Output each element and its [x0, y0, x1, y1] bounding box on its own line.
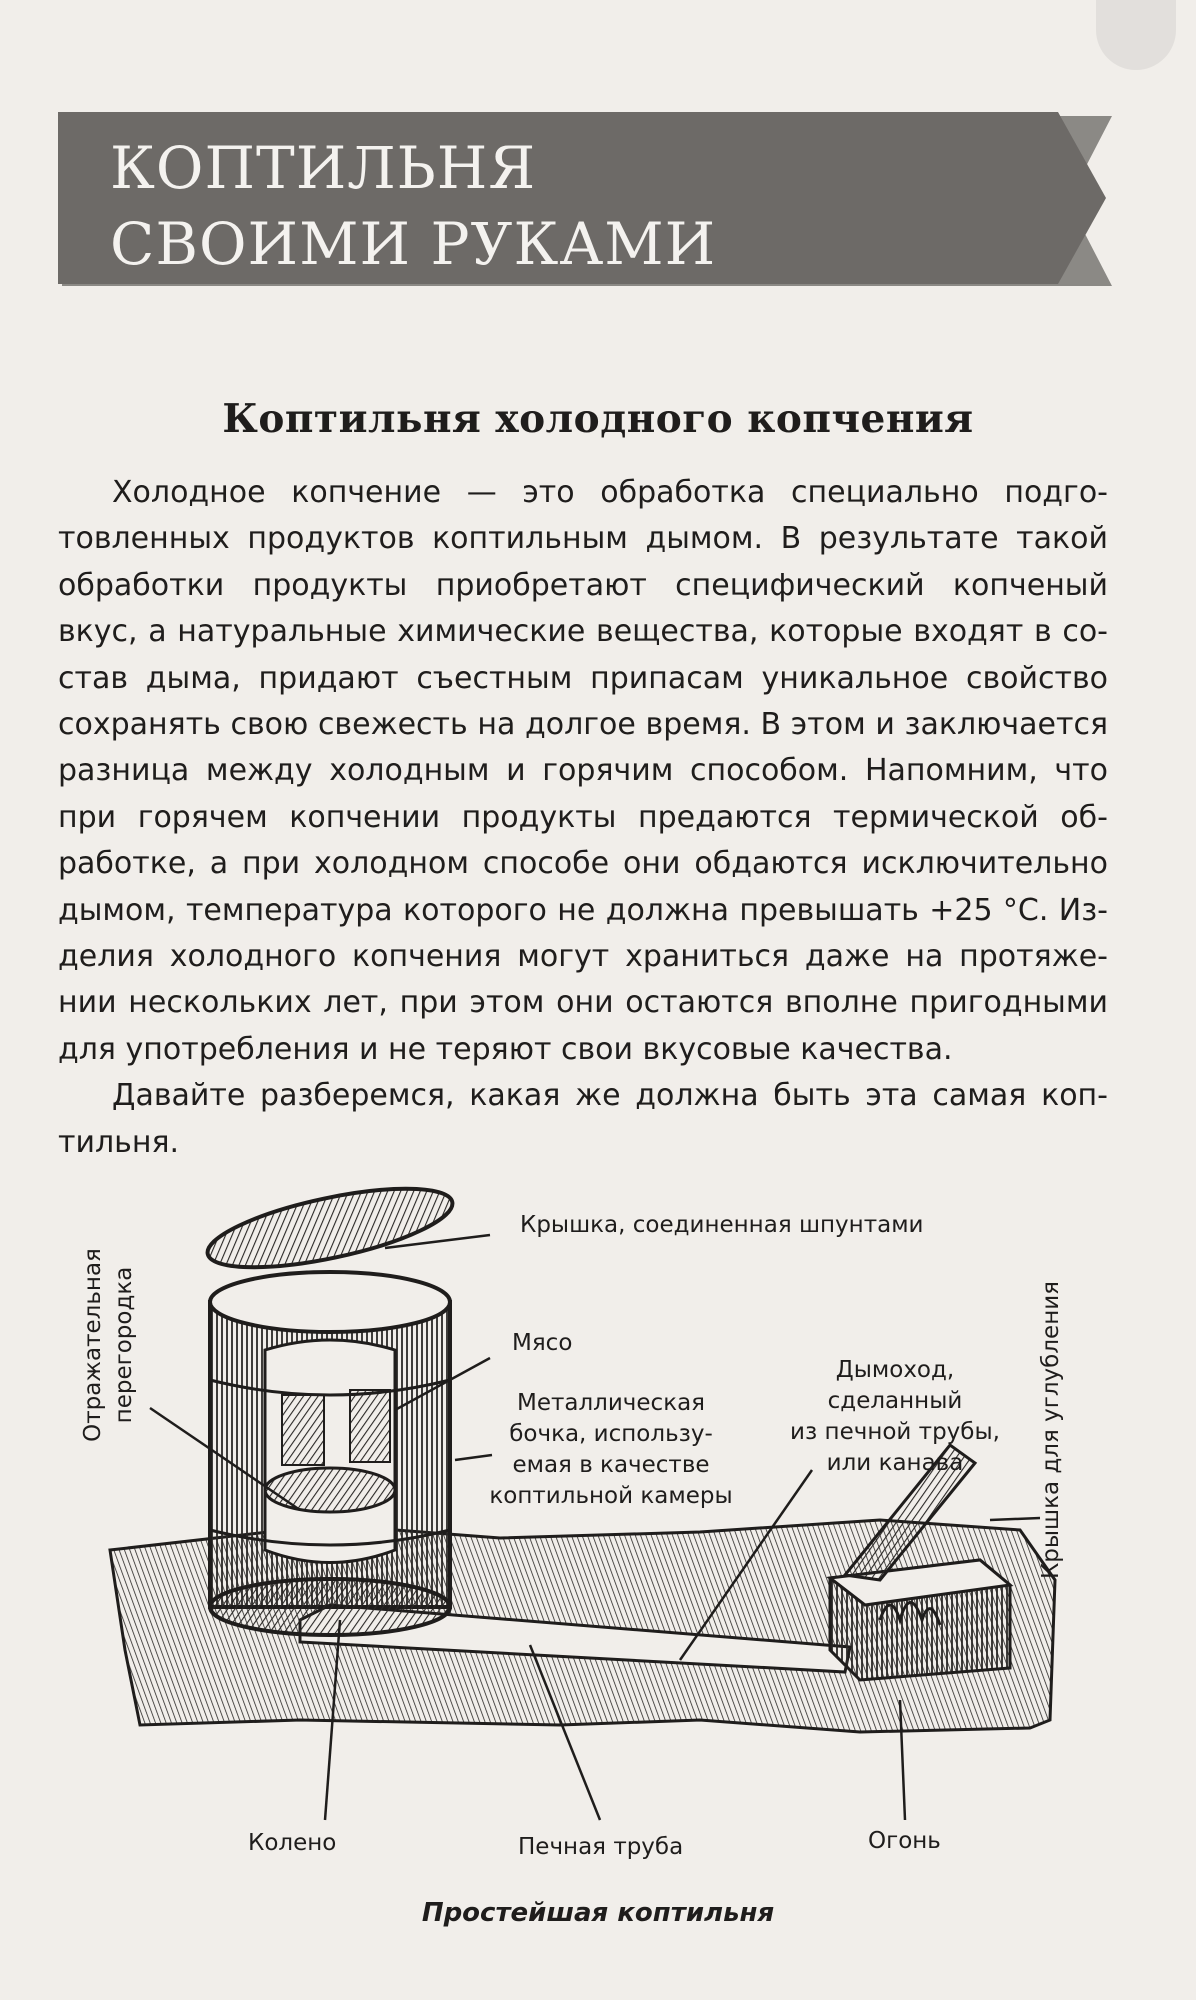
- smokehouse-illustration: [0, 1180, 1196, 1960]
- section-heading: Коптильня холодного копчения: [222, 396, 974, 442]
- text-line: вкус, а натуральные химические вещества, которые входят в со-: [58, 614, 1108, 650]
- text-line: сохранять свою свежесть на долгое время. В этом и заключается: [58, 707, 1108, 743]
- label-lid: Крышка, соединенная шпунтами: [520, 1212, 924, 1238]
- text-line: при горячем копчении продукты предаются термической об-: [58, 799, 1108, 835]
- text-line: делия холодного копчения могут храниться даже на протяже-: [58, 939, 1108, 975]
- chapter-title-banner: [58, 112, 1118, 290]
- text-line: работке, а при холодном способе они обдаются исключительно: [58, 846, 1108, 882]
- text-line: Холодное копчение — это обработка специально подго-: [112, 475, 1108, 510]
- label-fire: Огонь: [868, 1828, 941, 1854]
- corner-decoration: [1096, 0, 1176, 70]
- text-line: обработки продукты приобретают специфический копченый: [58, 567, 1108, 603]
- text-line: дымом, температура которого не должна превышать +25 °С. Из-: [58, 892, 1108, 928]
- smokehouse-drawing: [0, 1180, 1196, 1880]
- barrel: [210, 1272, 450, 1635]
- text-line: для употребления и не теряют свои вкусовые качества.: [58, 1031, 953, 1067]
- label-barrel: Металлическая бочка, использу- емая в качестве коптильной камеры: [489, 1390, 733, 1509]
- text-line: разница между холодным и горячим способом. Напомним, что: [58, 753, 1108, 789]
- article-body: [58, 470, 1108, 1166]
- text-line: тильня.: [58, 1124, 180, 1160]
- figure-caption: Простейшая коптильня: [421, 1898, 775, 1928]
- chapter-title-line2: СВОИМИ РУКАМИ: [110, 210, 717, 278]
- barrel-lid: [201, 1180, 458, 1283]
- text-line: став дыма, придают съестным припасам уникальное свойство: [58, 660, 1108, 696]
- label-meat: Мясо: [512, 1330, 573, 1356]
- chapter-title: [110, 130, 716, 282]
- chapter-title-line1: КОПТИЛЬНЯ: [110, 134, 537, 202]
- text-line: Давайте разберемся, какая же должна быть эта самая коп-: [112, 1078, 1108, 1114]
- label-chimney: Дымоход, сделанный из печной трубы, или канава: [790, 1357, 1000, 1476]
- label-reflector: Отражательная перегородка: [80, 1248, 137, 1442]
- text-line: нии нескольких лет, при этом они остаются вполне пригодными: [58, 985, 1108, 1021]
- text-line: товленных продуктов коптильным дымом. В результате такой: [58, 521, 1108, 557]
- label-stove-pipe: Печная труба: [518, 1834, 684, 1860]
- label-elbow: Колено: [248, 1830, 337, 1856]
- label-pit-lid: Крышка для углубления: [1038, 1280, 1064, 1580]
